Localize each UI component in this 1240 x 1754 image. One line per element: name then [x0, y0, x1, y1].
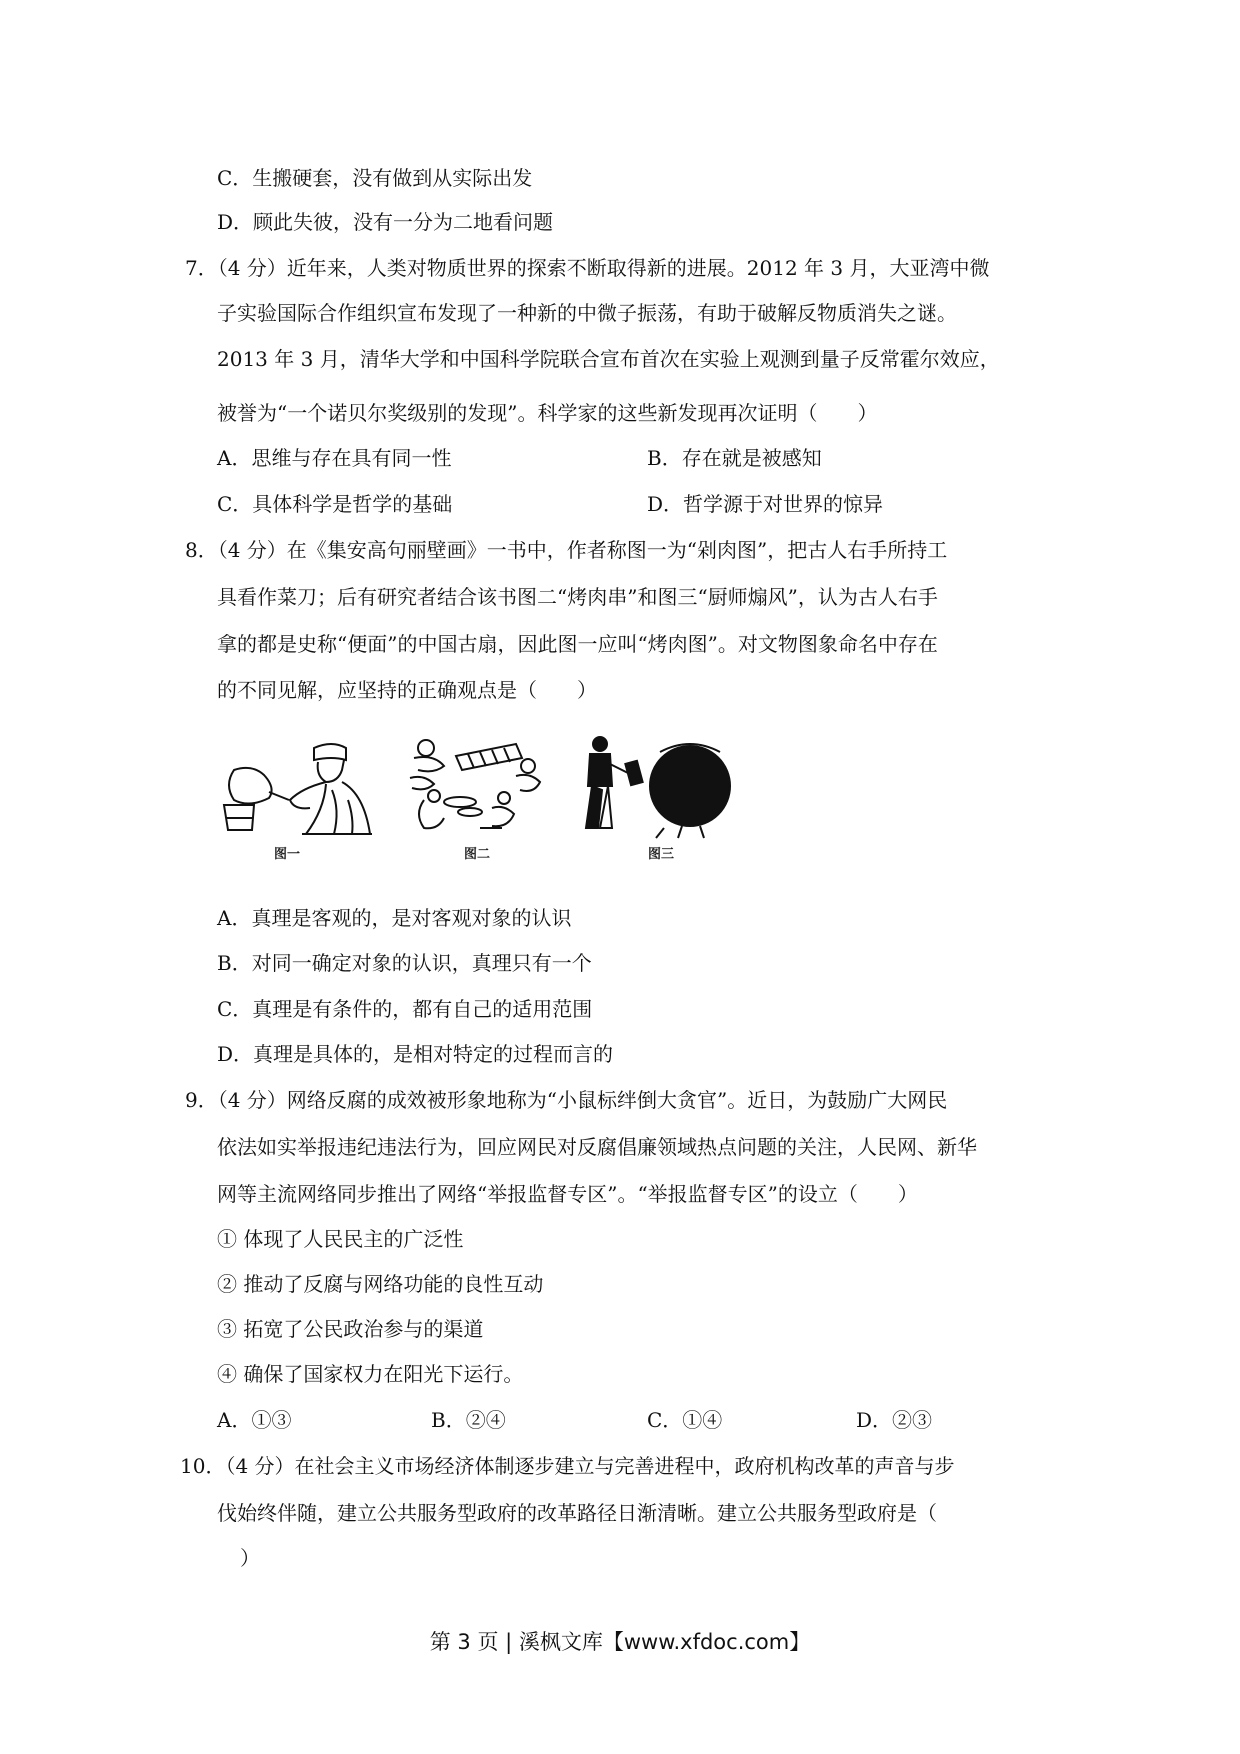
q9-option-a: A．①③ [217, 1408, 292, 1432]
q8-stem-line-2: 具看作菜刀；后有研究者结合该书图二“烤肉串”和图三“厨师煽风”，认为古人右手 [217, 585, 938, 609]
q7-stem-line-4: 被誉为“一个诺贝尔奖级别的发现”。科学家的这些新发现再次证明（ ） [217, 401, 878, 425]
prev-option-c: C．生搬硬套，没有做到从实际出发 [217, 166, 533, 190]
figure-3-caption: 图三 [648, 847, 675, 862]
figure-3-image [572, 730, 742, 840]
q7-option-d: D．哲学源于对世界的惊异 [647, 492, 884, 516]
q7-option-b: B．存在就是被感知 [647, 446, 822, 470]
figure-2-caption: 图二 [464, 847, 491, 862]
figure-2-image [404, 730, 554, 840]
q10-stem-line-1: 10．（4 分）在社会主义市场经济体制逐步建立与完善进程中，政府机构改革的声音与步 [180, 1454, 955, 1478]
q9-item-3: ③ 拓宽了公民政治参与的渠道 [217, 1317, 484, 1341]
prev-option-d: D．顾此失彼，没有一分为二地看问题 [217, 210, 554, 234]
q10-stem-line-3: ） [240, 1546, 260, 1570]
q9-item-2: ② 推动了反腐与网络功能的良性互动 [217, 1272, 544, 1296]
q7-stem-line-1: 7．（4 分）近年来，人类对物质世界的探索不断取得新的进展。2012 年 3 月，大亚湾中微 [185, 256, 990, 280]
q8-option-d: D．真理是具体的，是相对特定的过程而言的 [217, 1042, 614, 1066]
q7-option-c: C．具体科学是哲学的基础 [217, 492, 453, 516]
q9-stem-line-2: 依法如实举报违纪违法行为，回应网民对反腐倡廉领域热点问题的关注，人民网、新华 [217, 1135, 977, 1159]
q9-stem-line-1: 9．（4 分）网络反腐的成效被形象地称为“小鼠标绊倒大贪官”。近日，为鼓励广大网民 [185, 1088, 948, 1112]
q8-stem-line-1: 8．（4 分）在《集安高句丽壁画》一书中，作者称图一为“剁肉图”，把古人右手所持工 [185, 538, 948, 562]
q7-option-a: A．思维与存在具有同一性 [217, 446, 452, 470]
q9-item-1: ① 体现了人民民主的广泛性 [217, 1227, 464, 1251]
mural-figures [214, 730, 774, 865]
q10-stem-line-2: 伐始终伴随，建立公共服务型政府的改革路径日渐清晰。建立公共服务型政府是（ [217, 1501, 937, 1525]
q9-stem-line-3: 网等主流网络同步推出了网络“举报监督专区”。“举报监督专区”的设立（ ） [217, 1182, 918, 1206]
q9-item-4: ④ 确保了国家权力在阳光下运行。 [217, 1362, 524, 1386]
q8-stem-line-3: 拿的都是史称“便面”的中国古扇，因此图一应叫“烤肉图”。对文物图象命名中存在 [217, 632, 938, 656]
q9-option-b: B．②④ [431, 1408, 506, 1432]
q8-option-a: A．真理是客观的，是对客观对象的认识 [217, 906, 572, 930]
q7-stem-line-3: 2013 年 3 月，清华大学和中国科学院联合宣布首次在实验上观测到量子反常霍尔效应， [217, 347, 1000, 371]
q7-stem-line-2: 子实验国际合作组织宣布发现了一种新的中微子振荡，有助于破解反物质消失之谜。 [217, 301, 957, 325]
q9-option-c: C．①④ [647, 1408, 723, 1432]
figure-1-caption: 图一 [274, 847, 301, 862]
figure-1-image [214, 730, 384, 840]
q8-option-c: C．真理是有条件的，都有自己的适用范围 [217, 997, 593, 1021]
page-footer: 第 3 页 | 溪枫文库【www.xfdoc.com】 [429, 1630, 811, 1654]
q9-option-d: D．②③ [856, 1408, 933, 1432]
q8-option-b: B．对同一确定对象的认识，真理只有一个 [217, 951, 592, 975]
q8-stem-line-4: 的不同见解，应坚持的正确观点是（ ） [217, 678, 597, 702]
